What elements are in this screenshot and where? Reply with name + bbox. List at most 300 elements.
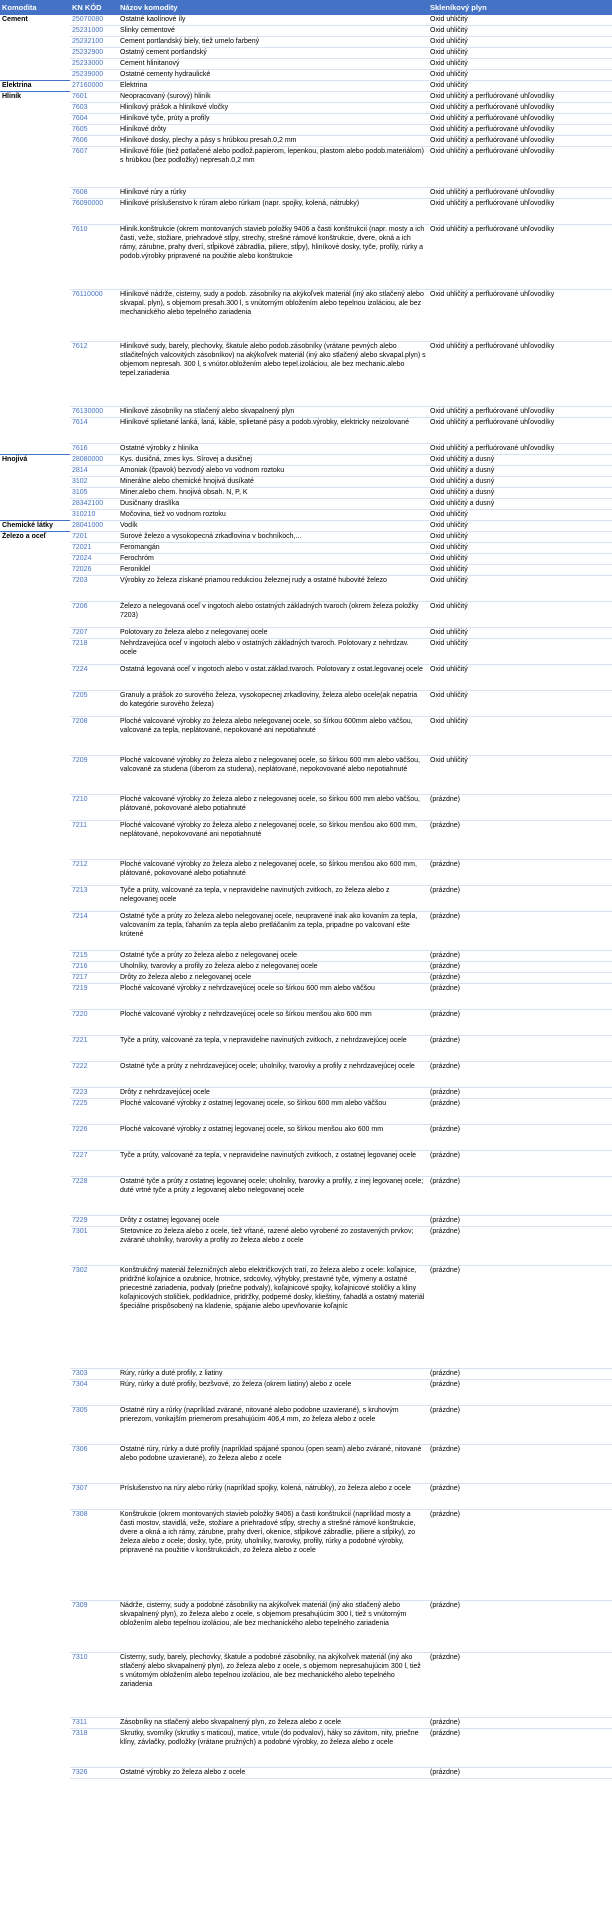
gas-cell: Oxid uhličitý <box>428 15 612 26</box>
gas-cell: Oxid uhličitý <box>428 70 612 81</box>
code-cell: 7616 <box>70 444 118 455</box>
code-cell: 7222 <box>70 1062 118 1088</box>
commodity-cell <box>0 1601 70 1653</box>
code-cell: 28342100 <box>70 499 118 510</box>
table-body <box>0 15 612 1779</box>
commodity-cell: Chemické látky <box>0 521 70 532</box>
commodity-cell <box>0 188 70 199</box>
table-row <box>0 92 612 103</box>
header-code[interactable]: KN KÓD <box>70 0 118 15</box>
gas-cell: (prázdne) <box>428 1718 612 1729</box>
code-cell: 7326 <box>70 1768 118 1779</box>
code-cell: 25070080 <box>70 15 118 26</box>
name-cell: Ostatný cement portlandský <box>118 48 428 59</box>
commodity-cell <box>0 147 70 188</box>
gas-cell: Oxid uhličitý <box>428 691 612 717</box>
name-cell: Hliníkové tyče, prúty a profily <box>118 114 428 125</box>
table-row <box>0 48 612 59</box>
commodity-cell <box>0 543 70 554</box>
code-cell: 7612 <box>70 342 118 407</box>
gas-cell: (prázdne) <box>428 1601 612 1653</box>
gas-cell: Oxid uhličitý a perfluórované uhľovodíky <box>428 114 612 125</box>
code-cell: 7614 <box>70 418 118 444</box>
code-cell: 7224 <box>70 665 118 691</box>
gas-cell: Oxid uhličitý <box>428 576 612 602</box>
table-row <box>0 984 612 1010</box>
commodity-cell <box>0 290 70 342</box>
commodity-cell <box>0 444 70 455</box>
commodity-cell <box>0 199 70 225</box>
gas-cell: (prázdne) <box>428 984 612 1010</box>
code-cell: 7220 <box>70 1010 118 1036</box>
gas-cell: Oxid uhličitý a perfluórované uhľovodíky <box>428 125 612 136</box>
gas-cell: Oxid uhličitý a perfluórované uhľovodíky <box>428 407 612 418</box>
commodity-cell <box>0 821 70 860</box>
table-row <box>0 488 612 499</box>
name-cell: Ploché valcované výrobky zo železa alebo nelegovanej ocele, so šírkou 600mm alebo väčšou, valcované za tepla, neplátované, nepokované ani nepotiahnuté <box>118 717 428 756</box>
gas-cell: (prázdne) <box>428 1151 612 1177</box>
gas-cell: (prázdne) <box>428 951 612 962</box>
commodity-cell <box>0 602 70 628</box>
commodity-cell <box>0 1227 70 1266</box>
commodity-cell <box>0 1036 70 1062</box>
commodity-cell <box>0 951 70 962</box>
name-cell: Ploché valcované výrobky z nehrdzavejúcej ocele so šírkou 600 mm alebo väčšou <box>118 984 428 1010</box>
gas-cell: (prázdne) <box>428 886 612 912</box>
table-row <box>0 1406 612 1445</box>
header-commodity[interactable]: Komodita <box>0 0 70 15</box>
table-row <box>0 951 612 962</box>
name-cell: Nádrže, cisterny, sudy a podobné zásobníky na akýkoľvek materiál (iný ako stlačený alebo skvapalnený plyn), zo železa alebo z ocele, s objemom presahujúcim 300 l, tiež s vnútorným obložením alebo tepelnou izoláciou, ale bez mechanického alebo tepelného zariadenia <box>118 1601 428 1653</box>
name-cell: Ploché valcované výrobky z nehrdzavejúcej ocele so šírkou menšou ako 600 mm <box>118 1010 428 1036</box>
gas-cell: Oxid uhličitý a perfluórované uhľovodíky <box>428 342 612 407</box>
name-cell: Hliníkové sudy, barely, plechovky, škatule alebo podob.zásobníky (vrátane pevných alebo stlačiteľných valcovitých zásobníkov) na akýkoľvek materiál (iný ako stlačený alebo skvapal.plyn) s objemom nepresah. 300 l, s vnútor.obložením alebo tepel.izoláciou, ale bez mechanic.alebo tepel.zariadenia <box>118 342 428 407</box>
table-row <box>0 756 612 795</box>
commodity-cell <box>0 576 70 602</box>
commodity-cell <box>0 1484 70 1510</box>
gas-cell: (prázdne) <box>428 1484 612 1510</box>
name-cell: Ploché valcované výrobky zo železa alebo z nelegovanej ocele, so šírkou 600 mm alebo väčšou, plátované, pokovované alebo potiahnuté <box>118 795 428 821</box>
gas-cell: (prázdne) <box>428 1036 612 1062</box>
code-cell: 7607 <box>70 147 118 188</box>
gas-cell: Oxid uhličitý a perfluórované uhľovodíky <box>428 444 612 455</box>
commodity-cell <box>0 565 70 576</box>
commodity-cell <box>0 912 70 951</box>
code-cell: 7214 <box>70 912 118 951</box>
code-cell: 7217 <box>70 973 118 984</box>
name-cell: Cisterny, sudy, barely, plechovky, škatule a podobné zásobníky, na akýkoľvek materiál (iný ako stlačený alebo skvapalnený plyn), zo železa alebo z ocele, s objemom nepresahujúcim 300 l, tiež s vnútorným obložením alebo tepelnou izoláciou, ale bez mechanického alebo tepelného zariadenia <box>118 1653 428 1718</box>
table-row <box>0 554 612 565</box>
commodity-cell <box>0 477 70 488</box>
commodity-cell: Hnojivá <box>0 455 70 466</box>
code-cell: 3102 <box>70 477 118 488</box>
commodity-cell <box>0 628 70 639</box>
name-cell: Nehrdzavejúca oceľ v ingotoch alebo v ostatných základných tvaroch. Polotovary z nehrdzav. ocele <box>118 639 428 665</box>
commodity-cell <box>0 1369 70 1380</box>
gas-cell: Oxid uhličitý <box>428 59 612 70</box>
name-cell: Rúry, rúrky a duté profily, bezšvové, zo železa (okrem liatiny) alebo z ocele <box>118 1380 428 1406</box>
name-cell: Ostatné rúry a rúrky (napríklad zvárané, nitované alebo podobne uzavierané), s kruhovým prierezom, vonkajším priemerom presahujúcim 406,4 mm, zo železa alebo z ocele <box>118 1406 428 1445</box>
gas-cell: (prázdne) <box>428 1406 612 1445</box>
code-cell: 7606 <box>70 136 118 147</box>
gas-cell: (prázdne) <box>428 1062 612 1088</box>
name-cell: Ploché valcované výrobky z ostatnej legovanej ocele, so šírkou menšou ako 600 mm <box>118 1125 428 1151</box>
commodity-cell <box>0 510 70 521</box>
name-cell: Cement portlandský biely, tiež umelo farbený <box>118 37 428 48</box>
name-cell: Ostatná legovaná oceľ v ingotoch alebo v ostat.základ.tvaroch. Polotovary z ostat.legovanej ocele <box>118 665 428 691</box>
code-cell: 7608 <box>70 188 118 199</box>
name-cell: Skrutky, svorníky (skrutky s maticou), matice, vrtule (do podvalov), háky so závitom, nity, priečne klíny, závlačky, podložky (vrátane pružných) a podobné výrobky, zo železa alebo z ocele <box>118 1729 428 1768</box>
code-cell: 7604 <box>70 114 118 125</box>
commodity-cell <box>0 1266 70 1369</box>
commodity-cell <box>0 1010 70 1036</box>
table-row <box>0 225 612 290</box>
commodity-cell <box>0 499 70 510</box>
gas-cell: Oxid uhličitý a dusný <box>428 477 612 488</box>
code-cell: 2814 <box>70 466 118 477</box>
commodity-cell <box>0 1718 70 1729</box>
code-cell: 76110000 <box>70 290 118 342</box>
gas-cell: (prázdne) <box>428 795 612 821</box>
table-row <box>0 1036 612 1062</box>
gas-cell: Oxid uhličitý <box>428 554 612 565</box>
commodity-cell <box>0 37 70 48</box>
code-cell: 7303 <box>70 1369 118 1380</box>
gas-cell: Oxid uhličitý <box>428 602 612 628</box>
gas-cell: Oxid uhličitý a perfluórované uhľovodíky <box>428 147 612 188</box>
name-cell: Ostatné tyče a prúty z ostatnej legovanej ocele; uholníky, tvarovky a profily, z inej legovanej ocele; duté vrtné tyče a prúty z legovanej alebo nelegovanej ocele <box>118 1177 428 1216</box>
name-cell: Príslušenstvo na rúry alebo rúrky (napríklad spojky, kolená, nátrubky), zo železa alebo z ocele <box>118 1484 428 1510</box>
table-row <box>0 444 612 455</box>
name-cell: Hliníkové príslušenstvo k rúram alebo rúrkam (napr. spojky, kolená, nátrubky) <box>118 199 428 225</box>
name-cell: Ostatné kaolínové íly <box>118 15 428 26</box>
code-cell: 28080000 <box>70 455 118 466</box>
name-cell: Drôty z ostatnej legovanej ocele <box>118 1216 428 1227</box>
table-row <box>0 188 612 199</box>
code-cell: 7605 <box>70 125 118 136</box>
name-cell: Výrobky zo železa získané priamou redukciou železnej rudy a ostatné hubovité železo <box>118 576 428 602</box>
table-row <box>0 795 612 821</box>
table-row <box>0 290 612 342</box>
code-cell: 7306 <box>70 1445 118 1484</box>
name-cell: Ploché valcované výrobky zo železa alebo z nelegovanej ocele, so šírkou menšou ako 600 mm, neplátované, nepokovované ani nepotiahnuté <box>118 821 428 860</box>
table-row <box>0 455 612 466</box>
commodity-cell <box>0 1099 70 1125</box>
gas-cell: (prázdne) <box>428 1099 612 1125</box>
code-cell: 7305 <box>70 1406 118 1445</box>
gas-cell: Oxid uhličitý <box>428 543 612 554</box>
gas-cell: Oxid uhličitý <box>428 665 612 691</box>
gas-cell: Oxid uhličitý a perfluórované uhľovodíky <box>428 103 612 114</box>
table-row <box>0 691 612 717</box>
table-row <box>0 860 612 886</box>
name-cell: Ostatné cementy hydraulické <box>118 70 428 81</box>
commodity-cell <box>0 1445 70 1484</box>
code-cell: 7227 <box>70 1151 118 1177</box>
name-cell: Hliníkové zásobníky na stlačený alebo skvapalnený plyn <box>118 407 428 418</box>
table-row <box>0 962 612 973</box>
gas-cell: Oxid uhličitý <box>428 26 612 37</box>
code-cell: 76130000 <box>70 407 118 418</box>
table-row <box>0 70 612 81</box>
gas-cell: (prázdne) <box>428 1266 612 1369</box>
gas-cell: Oxid uhličitý a perfluórované uhľovodíky <box>428 199 612 225</box>
code-cell: 7301 <box>70 1227 118 1266</box>
commodity-cell <box>0 1653 70 1718</box>
code-cell: 7221 <box>70 1036 118 1062</box>
commodity-cell <box>0 70 70 81</box>
table-row <box>0 1227 612 1266</box>
table-row <box>0 1768 612 1779</box>
table-row <box>0 1601 612 1653</box>
code-cell: 7309 <box>70 1601 118 1653</box>
code-cell: 7226 <box>70 1125 118 1151</box>
commodity-cell <box>0 756 70 795</box>
table-row <box>0 147 612 188</box>
name-cell: Tyče a prúty, valcované za tepla, v nepravidelne navinutých zvitkoch, zo železa alebo z nelegovanej ocele <box>118 886 428 912</box>
gas-cell: (prázdne) <box>428 1768 612 1779</box>
gas-cell: (prázdne) <box>428 1653 612 1718</box>
code-cell: 7601 <box>70 92 118 103</box>
name-cell: Hliníkové splietané lanká, laná, káble, splietané pásy a podob.výrobky, elektricky neizolované <box>118 418 428 444</box>
commodity-cell <box>0 26 70 37</box>
name-cell: Slinky cementové <box>118 26 428 37</box>
gas-cell: Oxid uhličitý <box>428 565 612 576</box>
code-cell: 7307 <box>70 1484 118 1510</box>
gas-cell: Oxid uhličitý a perfluórované uhľovodíky <box>428 136 612 147</box>
table-row <box>0 1216 612 1227</box>
commodity-cell <box>0 691 70 717</box>
commodity-cell <box>0 1510 70 1601</box>
code-cell: 7219 <box>70 984 118 1010</box>
name-cell: Kys. dusičná, zmes kys. Sírovej a dusičnej <box>118 455 428 466</box>
code-cell: 25232900 <box>70 48 118 59</box>
commodity-cell <box>0 342 70 407</box>
table-row <box>0 1088 612 1099</box>
commodity-cell <box>0 103 70 114</box>
code-cell: 72021 <box>70 543 118 554</box>
code-cell: 7215 <box>70 951 118 962</box>
table-row <box>0 37 612 48</box>
code-cell: 25231000 <box>70 26 118 37</box>
commodity-cell <box>0 717 70 756</box>
name-cell: Elektrina <box>118 81 428 92</box>
gas-cell: (prázdne) <box>428 1369 612 1380</box>
name-cell: Ostatné výrobky z hliníka <box>118 444 428 455</box>
name-cell: Surové železo a vysokopecná zrkadlovina v bochníkoch,... <box>118 532 428 543</box>
name-cell: Ostatné tyče a prúty z nehrdzavejúcej ocele; uholníky, tvarovky a profily z nehrdzavejúcej ocele <box>118 1062 428 1088</box>
commodity-cell <box>0 1768 70 1779</box>
commodity-cell <box>0 136 70 147</box>
commodity-cell <box>0 554 70 565</box>
code-cell: 25239000 <box>70 70 118 81</box>
table-row <box>0 418 612 444</box>
code-cell: 25233000 <box>70 59 118 70</box>
gas-cell: (prázdne) <box>428 1216 612 1227</box>
code-cell: 3105 <box>70 488 118 499</box>
gas-cell: Oxid uhličitý a perfluórované uhľovodíky <box>428 290 612 342</box>
name-cell: Ostatné tyče a prúty zo železa alebo nelegovanej ocele, neupravené inak ako kovaním za tepla, valcovaním za tepla, ťahaním za tepla alebo pretláčaním za tepla, pripadne po valcovaní ešte krútené <box>118 912 428 951</box>
name-cell: Štetovnice zo železa alebo z ocele, tiež vŕtané, razené alebo vyrobené zo zostavených prvkov; zvárané uholníky, tvarovky a profily zo železa alebo z ocele <box>118 1227 428 1266</box>
name-cell: Železo a nelegovaná oceľ v ingotoch alebo ostatných základných tvaroch (okrem železa položky 7203) <box>118 602 428 628</box>
table-row <box>0 1653 612 1718</box>
table-row <box>0 1062 612 1088</box>
name-cell: Vodík <box>118 521 428 532</box>
code-cell: 27160000 <box>70 81 118 92</box>
gas-cell: Oxid uhličitý <box>428 510 612 521</box>
code-cell: 7207 <box>70 628 118 639</box>
table-row <box>0 15 612 26</box>
commodity-cell <box>0 1062 70 1088</box>
table-row <box>0 1510 612 1601</box>
name-cell: Ploché valcované výrobky z ostatnej legovanej ocele, so šírkou 600 mm alebo väčšou <box>118 1099 428 1125</box>
code-cell: 7310 <box>70 1653 118 1718</box>
gas-cell: Oxid uhličitý a perfluórované uhľovodíky <box>428 225 612 290</box>
table-row <box>0 1445 612 1484</box>
gas-cell: (prázdne) <box>428 1729 612 1768</box>
gas-cell: Oxid uhličitý <box>428 717 612 756</box>
name-cell: Tyče a prúty, valcované za tepla, v nepravidelne navinutých zvitkoch, z nehrdzavejúcej ocele <box>118 1036 428 1062</box>
commodity-cell <box>0 59 70 70</box>
commodity-cell <box>0 962 70 973</box>
commodity-cell: Cement <box>0 15 70 26</box>
code-cell: 7205 <box>70 691 118 717</box>
name-cell: Hliníkové dosky, plechy a pásy s hrúbkou presah.0,2 mm <box>118 136 428 147</box>
gas-cell: Oxid uhličitý a dusný <box>428 455 612 466</box>
name-cell: Ostatné rúry, rúrky a duté profily (napríklad spájané sponou (open seam) alebo zvárané, nitované alebo podobne uzavierané), zo železa alebo z ocele <box>118 1445 428 1484</box>
commodity-cell <box>0 639 70 665</box>
name-cell: Neopracovaný (surový) hliník <box>118 92 428 103</box>
gas-cell: (prázdne) <box>428 1088 612 1099</box>
code-cell: 7216 <box>70 962 118 973</box>
name-cell: Ploché valcované výrobky zo železa alebo z nelegovanej ocele, so šírkou menšou ako 600 mm, plátované, pokovované alebo potiahnuté <box>118 860 428 886</box>
header-row <box>0 0 612 15</box>
code-cell: 7308 <box>70 1510 118 1601</box>
table-row <box>0 639 612 665</box>
name-cell: Zásobníky na stlačený alebo skvapalnený plyn, zo železa alebo z ocele <box>118 1718 428 1729</box>
table-row <box>0 103 612 114</box>
name-cell: Ostatné výrobky zo železa alebo z ocele <box>118 1768 428 1779</box>
name-cell: Granuly a prášok zo surového železa, vysokopecnej zrkadloviny, železa alebo ocele(ak nepatria do kategórie surového železa) <box>118 691 428 717</box>
code-cell: 7206 <box>70 602 118 628</box>
code-cell: 7212 <box>70 860 118 886</box>
gas-cell: (prázdne) <box>428 821 612 860</box>
name-cell: Hliníkový prášok a hliníkové vločky <box>118 103 428 114</box>
table-row <box>0 717 612 756</box>
commodity-cell: Elektrina <box>0 81 70 92</box>
table-row <box>0 510 612 521</box>
name-cell: Polotovary zo železa alebo z nelegovanej ocele <box>118 628 428 639</box>
table-row <box>0 1010 612 1036</box>
table-row <box>0 1484 612 1510</box>
name-cell: Cement hlinitanový <box>118 59 428 70</box>
code-cell: 7304 <box>70 1380 118 1406</box>
commodity-cell <box>0 1380 70 1406</box>
gas-cell: (prázdne) <box>428 1445 612 1484</box>
gas-cell: Oxid uhličitý a dusný <box>428 488 612 499</box>
name-cell: Ploché valcované výrobky zo železa alebo z nelegovanej ocele, so šírkou 600 mm alebo väčšou, valcované za studena (úberom za studena), neplátované, nepokovované alebo nepotiahnuté <box>118 756 428 795</box>
name-cell: Amoniak (čpavok) bezvodý alebo vo vodnom roztoku <box>118 466 428 477</box>
code-cell: 7213 <box>70 886 118 912</box>
name-cell: Dusičnany draslíka <box>118 499 428 510</box>
table-row <box>0 576 612 602</box>
name-cell: Tyče a prúty, valcované za tepla, v nepravidelne navinutých zvitkoch, z ostatnej legovanej ocele <box>118 1151 428 1177</box>
commodity-cell <box>0 886 70 912</box>
commodity-cell: Hliník <box>0 92 70 103</box>
table-row <box>0 665 612 691</box>
table-row <box>0 407 612 418</box>
commodity-cell <box>0 1729 70 1768</box>
gas-cell: Oxid uhličitý <box>428 37 612 48</box>
table-row <box>0 136 612 147</box>
table-row <box>0 114 612 125</box>
gas-cell: Oxid uhličitý <box>428 81 612 92</box>
table-row <box>0 59 612 70</box>
commodity-cell <box>0 48 70 59</box>
table-row <box>0 821 612 860</box>
code-cell: 72026 <box>70 565 118 576</box>
commodity-cell <box>0 860 70 886</box>
name-cell: Konštrukcie (okrem montovaných stavieb položky 9406) a časti konštrukcií (napríklad mosty a časti mostov, stavidlá, veže, stožiare a priehradové stĺpy, strechy a strešné rámové konštrukcie, dvere a okná a ich rámy, zárubne, prahy dverí, okenice, stĺpikové zábradlie, piliere a stĺpiky), zo železa alebo z ocele; dosky, tyče, prúty, uholníky, tvarovky, profily, rúrky a podobné výrobky, pripravené na použitie v konštrukciách, zo železa alebo z ocele <box>118 1510 428 1601</box>
code-cell: 25232100 <box>70 37 118 48</box>
gas-cell: (prázdne) <box>428 962 612 973</box>
commodity-cell <box>0 984 70 1010</box>
gas-cell: Oxid uhličitý <box>428 756 612 795</box>
code-cell: 28041000 <box>70 521 118 532</box>
table-row <box>0 26 612 37</box>
table-row <box>0 565 612 576</box>
name-cell: Rúry, rúrky a duté profily, z liatiny <box>118 1369 428 1380</box>
name-cell: Konštrukčný materiál železničných alebo električkových tratí, zo železa alebo z ocele: koľajnice, pridržné koľajnice a ozubnice, hrotnice, srdcovky, výhybky, prestavné tyče, výmeny a ostatné priecestné zariadenia, podvaly (priečne podvaly), koľajnicové spojky, koľajnicové stoličky a kliny koľajnicových stoličiek, podkladnice, pridržky, podperné dosky, klieštiny, ťahadlá a ostatný materiál špeciálne prispôsobený na kladenie, spájanie alebo upevňovanie koľajníc <box>118 1266 428 1369</box>
table-row <box>0 477 612 488</box>
name-cell: Minerálne alebo chemické hnojivá dusíkaté <box>118 477 428 488</box>
commodity-cell <box>0 1151 70 1177</box>
name-cell: Hliníkové drôty <box>118 125 428 136</box>
name-cell: Hliník.konštrukcie (okrem montovaných stavieb položky 9406 a časti konštrukcií (napr. mosty a ich časti, veže, stožiare, priehradové stĺpy, strechy, strešné rámové konštrukcie, dvere, okná a ich rámy, zárubne, prahy dverí, stĺpikové zábradlia, piliere, stĺpy), hliníkové dosky, tyče, profily, rúrky a podob.výrobky pripravené na použitie alebo konštrukcie <box>118 225 428 290</box>
commodity-cell <box>0 795 70 821</box>
commodity-cell <box>0 225 70 290</box>
gas-cell: (prázdne) <box>428 1227 612 1266</box>
gas-cell: (prázdne) <box>428 1125 612 1151</box>
gas-cell: (prázdne) <box>428 973 612 984</box>
table-row <box>0 1380 612 1406</box>
commodity-cell <box>0 1088 70 1099</box>
name-cell: Hliníkové rúry a rúrky <box>118 188 428 199</box>
table-row <box>0 973 612 984</box>
name-cell: Feromangán <box>118 543 428 554</box>
name-cell: Hliníkové nádrže, cisterny, sudy a podob. zásobníky na akýkoľvek materiál (iný ako stlačený alebo skvapal. plyn), s objemom presah.300 l, s vnútorným obložením alebo tepelnou izoláciou, ale bez mechanického alebo tepelného zariadenia <box>118 290 428 342</box>
table-row <box>0 199 612 225</box>
table-row <box>0 1125 612 1151</box>
table-row <box>0 521 612 532</box>
code-cell: 7201 <box>70 532 118 543</box>
table-row <box>0 81 612 92</box>
table-row <box>0 1151 612 1177</box>
commodity-cell <box>0 665 70 691</box>
table-row <box>0 466 612 477</box>
gas-cell: Oxid uhličitý a perfluórované uhľovodíky <box>428 188 612 199</box>
commodity-cell <box>0 114 70 125</box>
code-cell: 7610 <box>70 225 118 290</box>
code-cell: 7311 <box>70 1718 118 1729</box>
name-cell: Drôty z nehrdzavejúcej ocele <box>118 1088 428 1099</box>
table-row <box>0 886 612 912</box>
code-cell: 7229 <box>70 1216 118 1227</box>
header-gas[interactable]: Skleníkový plyn <box>428 0 612 15</box>
header-name[interactable]: Názov komodity <box>118 0 428 15</box>
code-cell: 7302 <box>70 1266 118 1369</box>
name-cell: Miner.alebo chem. hnojivá obsah. N, P, K <box>118 488 428 499</box>
